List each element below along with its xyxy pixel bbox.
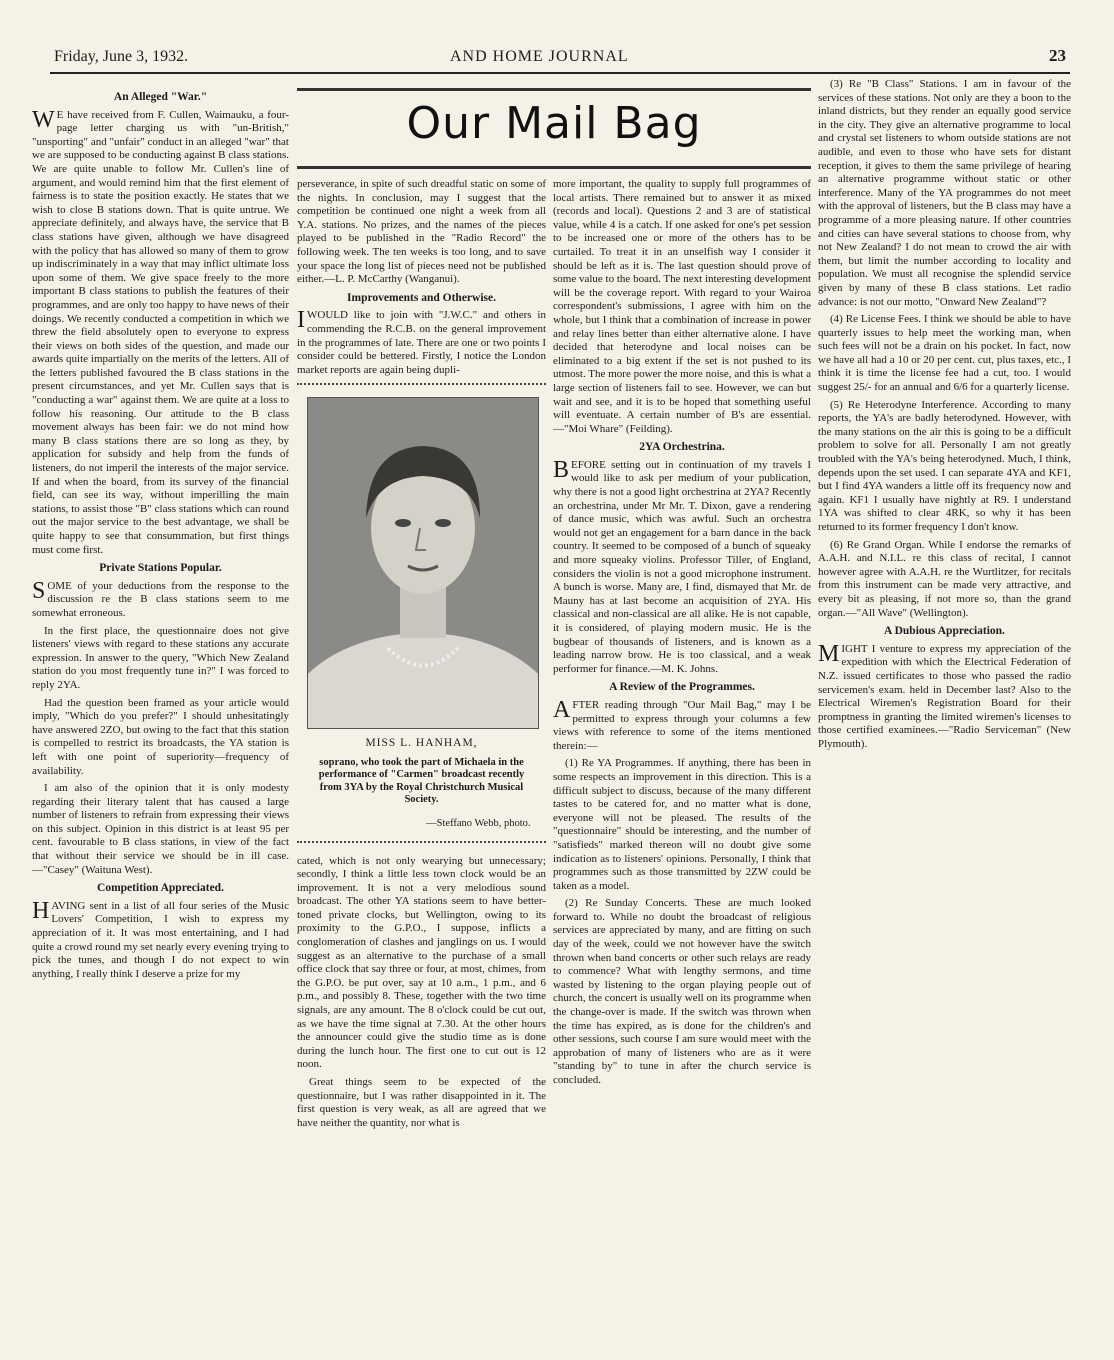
column-2 <box>297 178 546 1354</box>
article-heading: An Alleged "War." <box>113 91 208 103</box>
photo-block <box>307 397 537 830</box>
article-heading: Improvements and Otherwise. <box>347 291 496 304</box>
portrait-photo <box>307 397 539 729</box>
column-1 <box>32 86 289 1354</box>
drop-cap: B <box>553 456 570 483</box>
article-body <box>297 309 546 377</box>
article-text: WOULD like to join with "J.W.C." and others in commending the R.C.B. on the general improvement in the programmes of late. There are one or two points I consider could be bettered. Firstly, I notice the London market reports are again being dupli- <box>297 309 546 376</box>
article-body <box>553 456 811 677</box>
article-body <box>818 640 1071 752</box>
page-title: Our Mail Bag <box>406 98 702 149</box>
article-heading: 2YA Orchestrina. <box>639 441 725 454</box>
column-3 <box>553 178 811 1354</box>
drop-cap: W <box>32 106 55 133</box>
dotted-divider <box>297 841 546 847</box>
drop-cap: M <box>818 640 840 667</box>
issue-date: Friday, June 3, 1932. <box>54 48 189 65</box>
article-paragraph: (3) Re "B Class" Stations. I am in favour of the services of these stations. Not only are they a boon to the inland districts, but they render an equally good service in the city. They give an alternative programme to local and crystal set listeners to whom outside stations are not audible, and even to those who have sets for distant reception, it gives to them the same privilege of hearing an alternative programme without static or other interference. Many of the YA programmes do not meet with the approval of listeners, but the B class may have a programme of a more pleasing nature. If other countries and cities can have several stations to choose from, why not New Zealand? I do not mean to crowd the air with them, but limit the number according to locality and population. We must all recognise the splendid service given by many of these B class stations. Let radio advance: is not our motto, "Onward New Zealand"? <box>818 78 1071 308</box>
portrait-illustration <box>308 398 538 728</box>
journal-name: AND HOME JOURNAL <box>450 48 629 65</box>
article-paragraph: (2) Re Sunday Concerts. These are much looked forward to. While no doubt the broadcast of religious services are appreciated by many, and are fitting on such day of the week, could we not however have the switch thrown when band concerts or other such relays are ready to commence? What with lengthy sermons, and time wasted by listening to the organ playing people out of church, the concert is usually well on its programme when the change-over is made. If the switch was thrown when the time has expired, as is done for the children's and other sessions, such course I am sure would meet with the approbation of many of listeners who are as it were "standing by" to tune in after the church service is concluded. <box>553 897 811 1086</box>
banner-rule-bottom <box>297 166 811 169</box>
mail-bag-banner <box>297 82 811 174</box>
banner-rule-top <box>297 88 811 91</box>
article-paragraph: Great things seem to be expected of the questionnaire, but I was rather disappointed in it. The first question is very weak, as all are agreed that we have neither the quantity, nor what is <box>297 1076 546 1129</box>
article-paragraph: I am also of the opinion that it is only modesty regarding their literary talent that has caused a large number of listeners to refrain from expressing their views on this subject. Opinion in this district is at least 95 per cent. favourable to B class stations, in view of the fact that without their service we should be in ill case.—"Casey" (Waituna West). <box>32 782 289 876</box>
article-paragraph: Had the question been framed as your article would imply, "Which do you prefer?" I should unhesitatingly have answered 2ZO, but owing to the fact that this station is compelled to restrict its broadcasts, the YA station is left with one point of superiority—frequency of availability. <box>32 696 289 777</box>
article-paragraph: more important, the quality to supply full programmes of local artists. There remained but to answer it as mixed (records and local). Questions 2 and 3 are of statistical value, while 4 is a catch. If one asked for one's pet session to be increased one or more of the others has to be curtailed. To treat it in an unselfish way I consider it should be left as it is. The last question should prove of some value to the board. The next interesting development will be the coverage report. With regard to your Wairoa correspondent's submissions, I agree with him on the whole, but I think that a combination of increase in power and relay lines better than either alternative alone. I have decided that heterodyne and local noises can be eliminated to a big extent if the set is not pushed to its utmost. The more power the more noise, and this is what a large section of listeners fail to see. However, we can but wait and see, and it is to be hoped that something useful will eventuate. A certain number of B's are essential. —"Moi Whare" (Feilding). <box>553 178 811 435</box>
drop-cap: H <box>32 897 50 924</box>
article-heading: A Review of the Programmes. <box>609 681 755 694</box>
photo-credit: —Steffano Webb, photo. <box>426 817 531 829</box>
article-heading: Competition Appreciated. <box>97 882 224 895</box>
page-header <box>50 46 1070 74</box>
article-text: OME of your deductions from the response to the discussion re the B class stations seem to me somewhat erroneous. <box>32 579 289 619</box>
article-heading: Private Stations Popular. <box>99 562 222 575</box>
article-text: FTER reading through "Our Mail Bag," may I be permitted to express through your columns a few views with reference to some of the items mentioned therein:— <box>553 698 811 752</box>
article-body <box>32 577 289 621</box>
article-paragraph: cated, which is not only wearying but unnecessary; secondly, I think a little less town clock would be an improvement. It is not a very melodious sound broadcast. The other YA stations seem to have better-toned private clocks, but Wellington, owing to its proximity to the G.P.O., I suppose, inflicts a conglomeration of clashes and janglings on us. I would suggest as an alternative to the purchase of a small office clock that say three or four, at most, chimes, from the G.P.O. be put over, say at 10 a.m., 1 p.m., and 6 p.m., and possibly 8. These, together with the two time signals, are any amount. The 8 o'clock could be cut out, as we have the time signal at 7.30. At the other hours the announcer could give the studio time as is done during the lunch hour. The first one to cut out is 12 noon. <box>297 854 546 1071</box>
photo-caption-name: MISS L. HANHAM, <box>365 737 478 750</box>
drop-cap: I <box>297 307 305 334</box>
article-paragraph: (5) Re Heterodyne Interference. According to many reports, the YA's are badly heterodyned. However, with the many stations on the air this is going to be a difficult problem to solve for all. Personally I am not greatly troubled with the YA's being heterodyned. Much, I think, depends upon the set used. I can separate 4YA and KF1, but I find 4YA wanders a little off its frequency now and again. KF1 I usually have nightly at R9. I understand 1YA was shifted to clear 4RK, so why it has been returned to its former frequency I don't know. <box>818 398 1071 533</box>
article-text: EFORE setting out in continuation of my travels I would like to ask per medium of your publication, why there is not a good light orchestrina at 2YA? Recently an orchestrina, under Mr Mr. T. Dixon, gave a rendering of dance music, which was awful. Such an orchestra would not get an engagement for a barn dance in the back country. It seemed to be composed of a bunch of squeaky and more squeaky violins. Professor Tiller, of England, considers the violin is not a good microphone instrument. A bunch is worse. Many are, I find, dismayed that Mr. de Mauny has at last become an acquisition of 2YA. His classical and non-classical are all alike. He is not capable, it is considered, of playing modern music. He is the bugbear of thousands of listeners, and is known as a leading narrow brow. He is too classical, and a weak performer for finance.—M. K. Johns. <box>553 458 811 675</box>
article-paragraph: perseverance, in spite of such dreadful static on some of the nights. In conclusion, may I suggest that the competition be continued one night a week from all Y.A. stations. No prizes, and the names of the pieces played to be published in the "Radio Record" the following week. The ten weeks is too long, and to save your space the long list of pieces need not be published either.—L. P. McCarthy (Wanganui). <box>297 178 546 286</box>
article-body <box>32 106 289 558</box>
article-text: AVING sent in a list of all four series of the Music Lovers' Competition, I wish to express my appreciation of it. It was most entertaining, and I had quite a crowd round my set nearly every evening trying to pick the tunes, and though I do not expect to win anything, I really think I deserve a prize for my <box>32 899 289 980</box>
column-4 <box>818 78 1071 1354</box>
article-paragraph: In the first place, the questionnaire does not give listeners' views with regard to these stations any accurate expression. In answer to the query, "Which New Zealand station do you most frequently tune in?" I was forced to reply 2YA. <box>32 624 289 691</box>
article-text: IGHT I venture to express my appreciation of the expedition with which the Electrical Federation of N.Z. issued certificates to those who passed the radio servicemen's exam. held in December last? Also to the Electrical Wiremen's Registration Board for their promptness in granting the limited wiremen's licenses to those certified examinees.—"Radio Serviceman" (New Plymouth). <box>818 642 1071 750</box>
drop-cap: A <box>553 696 571 723</box>
article-body <box>32 897 289 982</box>
page-number: 23 <box>1049 46 1066 65</box>
article-heading: A Dubious Appreciation. <box>884 625 1005 638</box>
dotted-divider <box>297 383 546 389</box>
photo-caption-description: soprano, who took the part of Michaela in the performance of "Carmen" broadcast recently from 3YA by the Royal Christchurch Musical Society. <box>318 756 525 806</box>
article-text: E have received from F. Cullen, Waimauku, a four-page letter charging us with "un-British," "unsporting" and "unfair" conduct in an alleged "war" that we are supposed to be conducting against B class stations. We are quite unable to follow Mr. Cullen's line of argument, and would remind him that the first element of fairness is to state the position exactly. He states that we wish to close B stations down. That is quite untrue. We appreciate definitely, and always have, the service that B class stations have given, although we have disagreed with the policy that has allowed so many of them to grow up indiscriminately in a way that may inflict ultimate loss upon some of them. We give space freely to the more important B class stations to publish the features of their programmes, and are only too happy to have news of their doings. We recently conducted a competition in which we threw the field absolutely open to everyone to express their views on both sides of the question, and made our awards quite impartially on the merits of the letters. All of the letters published favoured the B class stations in the present circumstances, and yet Mr. Cullen says that is "conducting a war" against them. We are quite at a loss to follow his reasoning. Our attitude to the B class movement always has been fair: we do not mind how many B class stations there are so long as they, by application for subsidy and help from the funds of listeners, do not imperil the interests of the major service. If and when the board, from its survey of the financial field, can see its way, without imperilling the main stations, to assist those "B" class stations which can round out the major service to the best advantage, we shall be quite happy to see that consummation, but first things must come first. <box>32 108 289 556</box>
article-paragraph: (4) Re License Fees. I think we should be able to have quarterly issues to help meet the working man, when such fees will not be a drain on his pocket. In fact, now we have all had a 10 or 20 per cent. cut, plus taxes, etc., I think it is time the license fee had a cut, too. I would suggest 25/- for an annual and 6/6 for a quarterly license. <box>818 313 1071 394</box>
article-paragraph: (6) Re Grand Organ. While I endorse the remarks of A.A.H. and N.I.L. re this class of recital, I cannot however agree with A.A.H. re the Wurtlitzer, for recitals from this instrument can be made very attractive, and every bit as pleasing, if not more so, than the grand organ.—"All Wave" (Wellington). <box>818 538 1071 619</box>
article-paragraph: (1) Re YA Programmes. If anything, there has been in some respects an improvement in this direction. This is a difficult subject to discuss, because of the many different tastes to be catered for, and no matter what is done, everyone will not be pleased. The results of the "questionnaire" should be interesting, and the number of "satisfieds" marked thereon will no doubt give some indication as to listeners' opinions. Personally, I think that programmes such as those transmitted by 2ZW could be taken as a model. <box>553 757 811 892</box>
drop-cap: S <box>32 577 46 604</box>
article-body <box>553 696 811 753</box>
